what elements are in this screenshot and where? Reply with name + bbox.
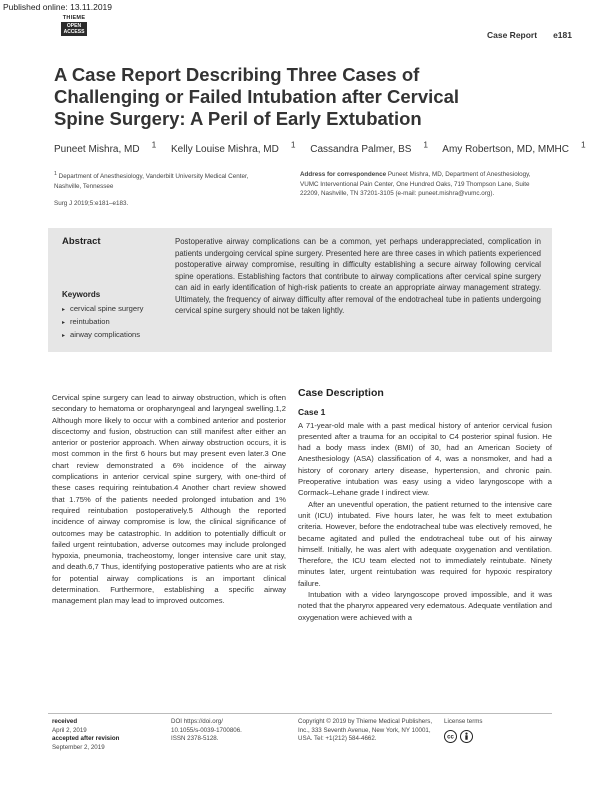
attribution-icon[interactable] xyxy=(460,730,473,743)
footer-divider xyxy=(48,713,552,714)
correspondence-label: Address for correspondence xyxy=(300,171,387,178)
running-header xyxy=(487,30,572,40)
keywords-list xyxy=(62,303,143,342)
author: Amy Robertson, MD, MMHC $^1$ xyxy=(442,140,586,156)
article-type: Case Report xyxy=(487,30,538,40)
author: Kelly Louise Mishra, MD $^1$ xyxy=(171,140,296,156)
keyword: ▸ airway complications xyxy=(62,329,143,342)
svg-text:cc: cc xyxy=(447,734,454,741)
section-heading: Case Description xyxy=(298,387,384,399)
case-paragraph: Intubation with a video laryngoscope proved impossible, and it was noted that the pharynx appeared very edematous. Adequate ventilation and oxygenation were achieved with a xyxy=(298,590,552,622)
doi-block: DOI https://doi.org/ 10.1055/s-0039-1700806. ISSN 2378-5128. xyxy=(171,718,242,743)
citation: Surg J 2019;5:e181–e183. xyxy=(54,200,129,207)
author: Puneet Mishra, MD $^1$ xyxy=(54,140,157,156)
license-block: License terms cc xyxy=(444,718,544,743)
introduction-text: Cervical spine surgery can lead to airway obstruction, which is often secondary to hematoma or oropharyngeal and laryngeal swelling.1,2 Although more likely to occur with a combined anterior and posterior discectomy and fusion, obstruction can still manifest after either an anterior or posterior approach. When airway obstruction occurs, it is most common in the first 6 hours but may present even later.3 One chart review demonstrated a 6% incidence of the airway complications in anterior cervical spine surgery, with one-third of these cases requiring reintubation.4 Another chart review showed that 1.75% of the patients needed prolonged intubation and 1% required reintubation postoperatively.5 Although the reported incidence of airway compromise is low, the clinical significance of outcomes may be catastrophic. In addition to potentially difficult or failed urgent reintubation, adverse outcomes may include prolonged hypoxia, pneumonia, tracheostomy, longer intensive care unit stay, and death.6,7 Thus, identifying postoperative patients who are at risk for potential airway complications is an important clinical determination. Furthermore, establishing a specific airway management plan may lead to improved outcomes. xyxy=(52,393,286,606)
title-line: Spine Surgery: A Peril of Early Extubation xyxy=(54,108,422,129)
affiliation: $^1$ Department of Anesthesiology, Vanderbilt University Medical Center, Nashville, Tennessee xyxy=(54,171,249,190)
case-subheading: Case 1 xyxy=(298,407,326,418)
author: Cassandra Palmer, BS $^1$ xyxy=(310,140,429,156)
keyword: ▸ cervical spine surgery xyxy=(62,303,143,316)
page-number: e181 xyxy=(553,30,572,40)
creative-commons-icon[interactable] xyxy=(444,730,457,743)
case-description xyxy=(298,388,552,623)
correspondence: Address for correspondence Puneet Mishra, MD, Department of Anesthesiology, VUMC Interventional Pain Center, One Hundred Oaks, 719 Thompson Lane, Suite 22209, Nashville, TN 37201-3105 (e-mail: puneet.mishra@vumc.org). xyxy=(300,171,531,197)
keyword: ▸ reintubation xyxy=(62,316,143,329)
abstract-text: Postoperative airway complications can be a common, yet perhaps underappreciated, complication in patients undergoing cervical spine surgery. Presented here are three cases in which patients experienced postoperative airway compromise, resulting in difficulty establishing a secure airway following cervical spine operations. Establishing factors that contribute to airway complications after cervical spine surgery can aid in early identification of high-risk patients to create an appropriate airway management strategy. Ultimately, the frequency of airway difficulty after removal of the endotracheal tube in patients undergoing cervical spine surgery should not be taken lightly. xyxy=(175,237,541,315)
title-line: A Case Report Describing Three Cases of xyxy=(54,64,420,85)
keywords-heading: Keywords xyxy=(62,290,101,299)
case-paragraph: A 71-year-old male with a past medical history of anterior cervical fusion presented after a trauma for an occipital to C4 posterior spinal fusion. He had a body mass index (BMI) of 30, had an American Society of Anesthesiology (ASA) classification of 4, was a nonsmoker, and had a history of coronary artery disease, hypertension, and chronic pain. Preoperative intubation was easy using a video laryngoscope with a Cormack–Lehane grade I indirect view. xyxy=(298,420,552,498)
published-online-stamp: Published online: 13.11.2019 xyxy=(3,2,113,12)
abstract-heading: Abstract xyxy=(62,236,101,247)
dates-block: received April 2, 2019 accepted after revision September 2, 2019 xyxy=(52,718,120,751)
title-line: Challenging or Failed Intubation after Cervical xyxy=(54,86,460,107)
case-paragraph: After an uneventful operation, the patient returned to the intensive care unit (ICU) intubated. Five hours later, he was felt to meet extubation criteria. However, before the endotracheal tube was electively removed, he became agitated and pulled the endotracheal tube out of his airway himself. Initially, he was alert with adequate oxygenation and ventilation. Therefore, the ICU team elected not to immediately reintubate. Ninety minutes later, urgent reintubation was required for hypoxic respiratory failure. xyxy=(298,499,552,588)
copyright-block: Copyright © 2019 by Thieme Medical Publishers, Inc., 333 Seventh Avenue, New York, NY 10001, USA. Tel: +1(212) 584-4662. xyxy=(298,718,433,743)
thieme-open-access-logo: THIEME OPEN ACCESS xyxy=(62,15,86,35)
author-list xyxy=(54,140,598,155)
article-title xyxy=(54,64,554,130)
